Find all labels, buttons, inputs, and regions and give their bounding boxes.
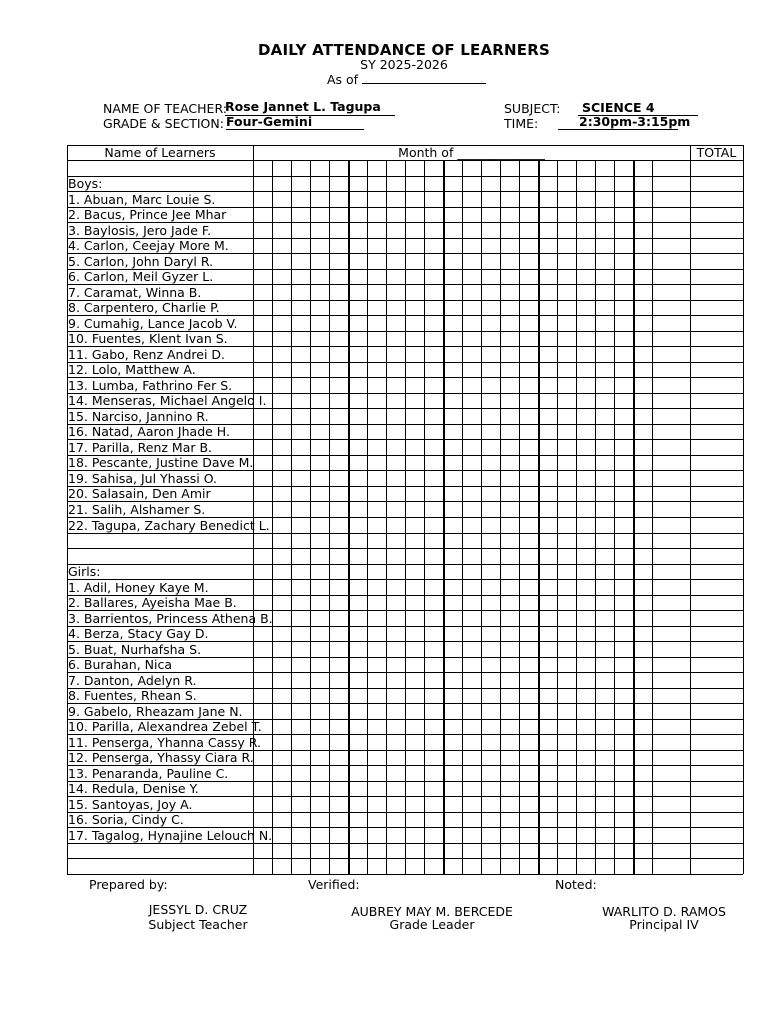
as-of-line xyxy=(327,71,486,87)
day-column-divider xyxy=(519,160,520,874)
learner-name: 14. Redula, Denise Y. xyxy=(68,781,199,797)
learner-name: 9. Gabelo, Rheazam Jane N. xyxy=(68,703,243,719)
grade-value: Four-Gemini xyxy=(226,114,313,129)
learner-name: 11. Gabo, Renz Andrei D. xyxy=(68,346,226,362)
name-column-divider xyxy=(253,145,254,874)
day-column-divider xyxy=(405,160,406,874)
learner-name: 21. Salih, Alshamer S. xyxy=(68,501,206,517)
table-border xyxy=(67,874,743,875)
learner-name: 17. Tagalog, Hynajine Lelouch N. xyxy=(68,827,273,843)
day-column-divider xyxy=(329,160,330,874)
learner-name: 6. Carlon, Meil Gyzer L. xyxy=(68,269,214,285)
learner-name: 16. Natad, Aaron Jhade H. xyxy=(68,424,230,440)
learner-name: 2. Bacus, Prince Jee Mhar xyxy=(68,207,227,223)
attendance-table xyxy=(67,145,743,874)
learner-name: 11. Penserga, Yhanna Cassy R. xyxy=(68,734,261,750)
total-column-divider xyxy=(652,160,653,874)
learner-name: 10. Parilla, Alexandrea Zebel T. xyxy=(68,719,262,735)
time-value: 2:30pm-3:15pm xyxy=(579,114,691,129)
learner-name: 1. Abuan, Marc Louie S. xyxy=(68,191,216,207)
learner-name: 10. Fuentes, Klent Ivan S. xyxy=(68,331,228,347)
learner-name: 18. Pescante, Justine Dave M. xyxy=(68,455,254,471)
learner-name: 5. Buat, Nurhafsha S. xyxy=(68,641,202,657)
day-column-divider xyxy=(310,160,311,874)
learner-name: 13. Penaranda, Pauline C. xyxy=(68,765,229,781)
grade-underline xyxy=(226,129,364,130)
learner-name: 1. Adil, Honey Kaye M. xyxy=(68,579,209,595)
as-of-blank[interactable] xyxy=(362,71,486,84)
learner-name: 6. Burahan, Nica xyxy=(68,657,173,673)
learner-name: 2. Ballares, Ayeisha Mae B. xyxy=(68,595,237,611)
learner-name: 7. Caramat, Winna B. xyxy=(68,284,202,300)
day-column-divider xyxy=(367,160,368,874)
teacher-value: Rose Jannet L. Tagupa xyxy=(225,99,381,114)
grade-label: GRADE & SECTION: xyxy=(103,116,224,131)
learner-name: Girls: xyxy=(68,564,101,580)
name-column-header: Name of Learners xyxy=(104,145,216,160)
day-column-divider xyxy=(595,160,596,874)
teacher-label: NAME OF TEACHER: xyxy=(103,101,227,116)
signatory-role: Grade Leader xyxy=(389,917,475,932)
month-column-header: Month of ______________ xyxy=(398,145,545,160)
total-column-divider xyxy=(690,160,691,874)
day-column-divider xyxy=(481,160,482,874)
signatory-name: JESSYL D. CRUZ xyxy=(148,902,248,917)
learner-name: 12. Penserga, Yhassy Ciara R. xyxy=(68,750,254,766)
learner-name: 3. Baylosis, Jero Jade F. xyxy=(68,222,212,238)
learner-name: 4. Berza, Stacy Gay D. xyxy=(68,626,209,642)
learner-name: 15. Santoyas, Joy A. xyxy=(68,796,193,812)
prepared-by-label: Prepared by: xyxy=(89,877,168,892)
verified-label: Verified: xyxy=(308,877,360,892)
table-border xyxy=(67,145,743,146)
learner-name: 15. Narciso, Jannino R. xyxy=(68,408,209,424)
learner-name: 7. Danton, Adelyn R. xyxy=(68,672,197,688)
day-column-divider xyxy=(443,160,445,874)
learner-name: 17. Parilla, Renz Mar B. xyxy=(68,439,213,455)
signatory-role: Principal IV xyxy=(629,917,699,932)
day-column-divider xyxy=(500,160,501,874)
learner-name: 12. Lolo, Matthew A. xyxy=(68,362,196,378)
learner-name: 8. Fuentes, Rhean S. xyxy=(68,688,197,704)
day-column-divider xyxy=(462,160,463,874)
time-underline xyxy=(558,129,678,130)
as-of-label: As of xyxy=(327,72,359,87)
document-title: DAILY ATTENDANCE OF LEARNERS xyxy=(257,41,551,59)
day-column-divider xyxy=(348,160,350,874)
day-column-divider xyxy=(557,160,558,874)
learner-name: 5. Carlon, John Daryl R. xyxy=(68,253,214,269)
learner-name: 8. Carpentero, Charlie P. xyxy=(68,300,220,316)
day-column-divider xyxy=(272,160,273,874)
noted-label: Noted: xyxy=(555,877,597,892)
signatory-role: Subject Teacher xyxy=(148,917,248,932)
learner-name: 13. Lumba, Fathrino Fer S. xyxy=(68,377,233,393)
school-year: SY 2025-2026 xyxy=(360,57,448,72)
learner-name: 14. Menseras, Michael Angelo I. xyxy=(68,393,267,409)
learner-name: Boys: xyxy=(68,176,103,192)
day-column-divider xyxy=(291,160,292,874)
table-border xyxy=(743,145,744,874)
signatory-name: WARLITO D. RAMOS xyxy=(602,904,726,919)
subject-value: SCIENCE 4 xyxy=(582,100,655,115)
learner-name: 9. Cumahig, Lance Jacob V. xyxy=(68,315,238,331)
day-column-divider xyxy=(538,160,540,874)
day-column-divider xyxy=(576,160,577,874)
time-label: TIME: xyxy=(504,116,539,131)
day-column-divider xyxy=(386,160,387,874)
day-column-divider xyxy=(614,160,615,874)
day-column-divider xyxy=(424,160,425,874)
learner-name: 4. Carlon, Ceejay More M. xyxy=(68,238,229,254)
day-column-divider xyxy=(633,160,635,874)
signatory-name: AUBREY MAY M. BERCEDE xyxy=(351,904,513,919)
learner-name: 16. Soria, Cindy C. xyxy=(68,812,184,828)
learner-name: 19. Sahisa, Jul Yhassi O. xyxy=(68,470,218,486)
learner-name: 20. Salasain, Den Amir xyxy=(68,486,211,502)
learner-name: 3. Barrientos, Princess Athena B. xyxy=(68,610,273,626)
learner-name: 22. Tagupa, Zachary Benedict L. xyxy=(68,517,270,533)
subject-label: SUBJECT: xyxy=(504,101,561,116)
total-column-header: TOTAL xyxy=(696,145,737,160)
